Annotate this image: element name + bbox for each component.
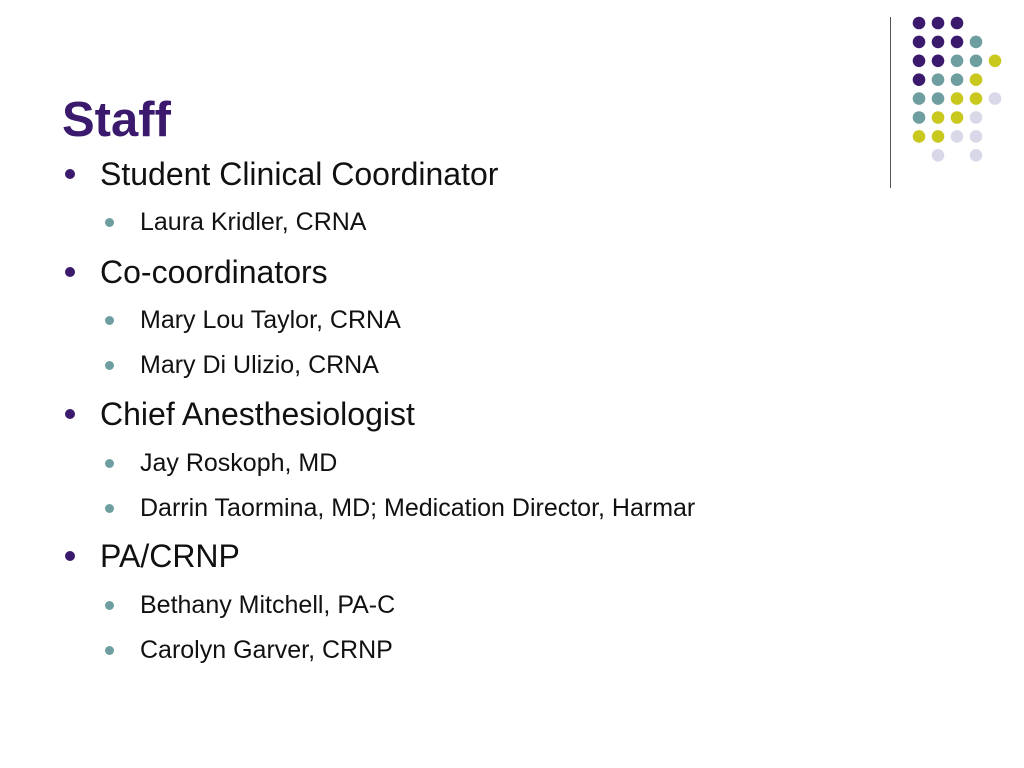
decor-dot-lavender: [989, 92, 1002, 105]
decor-dot-purple: [913, 36, 926, 49]
decor-dot-yellow: [970, 73, 983, 86]
staff-member: Bethany Mitchell, PA-C: [140, 591, 396, 619]
sub-bullet-dot: [105, 316, 114, 325]
section-heading: Co-coordinators: [100, 254, 328, 290]
staff-member: Mary Lou Taylor, CRNA: [140, 306, 401, 334]
decor-dot-yellow: [989, 55, 1002, 68]
decor-dot-teal: [913, 111, 926, 124]
decor-dot-purple: [913, 55, 926, 68]
decor-dot-teal: [970, 36, 983, 49]
decor-dot-purple: [951, 36, 964, 49]
decor-dot-yellow: [932, 111, 945, 124]
decor-dot-teal: [913, 92, 926, 105]
staff-member: Jay Roskoph, MD: [140, 449, 338, 477]
staff-member: Carolyn Garver, CRNP: [140, 636, 393, 664]
decor-dot-yellow: [951, 111, 964, 124]
section-heading: PA/CRNP: [100, 538, 240, 574]
decor-dot-teal: [951, 55, 964, 68]
bullet-dot: [65, 169, 75, 179]
staff-member: Mary Di Ulizio, CRNA: [140, 351, 379, 379]
decor-dot-lavender: [970, 130, 983, 143]
decor-dot-yellow: [970, 92, 983, 105]
decor-dot-teal: [932, 92, 945, 105]
decor-dot-purple: [932, 36, 945, 49]
decor-dot-teal: [951, 73, 964, 86]
decor-dot-lavender: [932, 149, 945, 162]
sub-bullet-dot: [105, 218, 114, 227]
decor-dot-yellow: [951, 92, 964, 105]
decor-dot-lavender: [970, 149, 983, 162]
decor-dot-lavender: [951, 130, 964, 143]
sub-bullet-dot: [105, 601, 114, 610]
decor-dot-lavender: [970, 111, 983, 124]
decor-dot-yellow: [932, 130, 945, 143]
slide-title: Staff: [62, 93, 171, 147]
sub-bullet-dot: [105, 361, 114, 370]
sub-bullet-dot: [105, 459, 114, 468]
decor-dot-teal: [932, 73, 945, 86]
staff-member: Darrin Taormina, MD; Medication Director, Harmar: [140, 494, 696, 522]
bullet-dot: [65, 409, 75, 419]
staff-member: Laura Kridler, CRNA: [140, 208, 367, 236]
bullet-dot: [65, 551, 75, 561]
decor-dot-yellow: [913, 130, 926, 143]
bullet-dot: [65, 267, 75, 277]
section-heading: Chief Anesthesiologist: [100, 396, 415, 432]
sub-bullet-dot: [105, 646, 114, 655]
decor-dot-purple: [913, 17, 926, 30]
decor-dot-purple: [932, 55, 945, 68]
decor-dot-purple: [913, 73, 926, 86]
sub-bullet-dot: [105, 504, 114, 513]
decor-dot-purple: [951, 17, 964, 30]
decor-dot-purple: [932, 17, 945, 30]
section-heading: Student Clinical Coordinator: [100, 156, 499, 192]
decor-dot-teal: [970, 55, 983, 68]
